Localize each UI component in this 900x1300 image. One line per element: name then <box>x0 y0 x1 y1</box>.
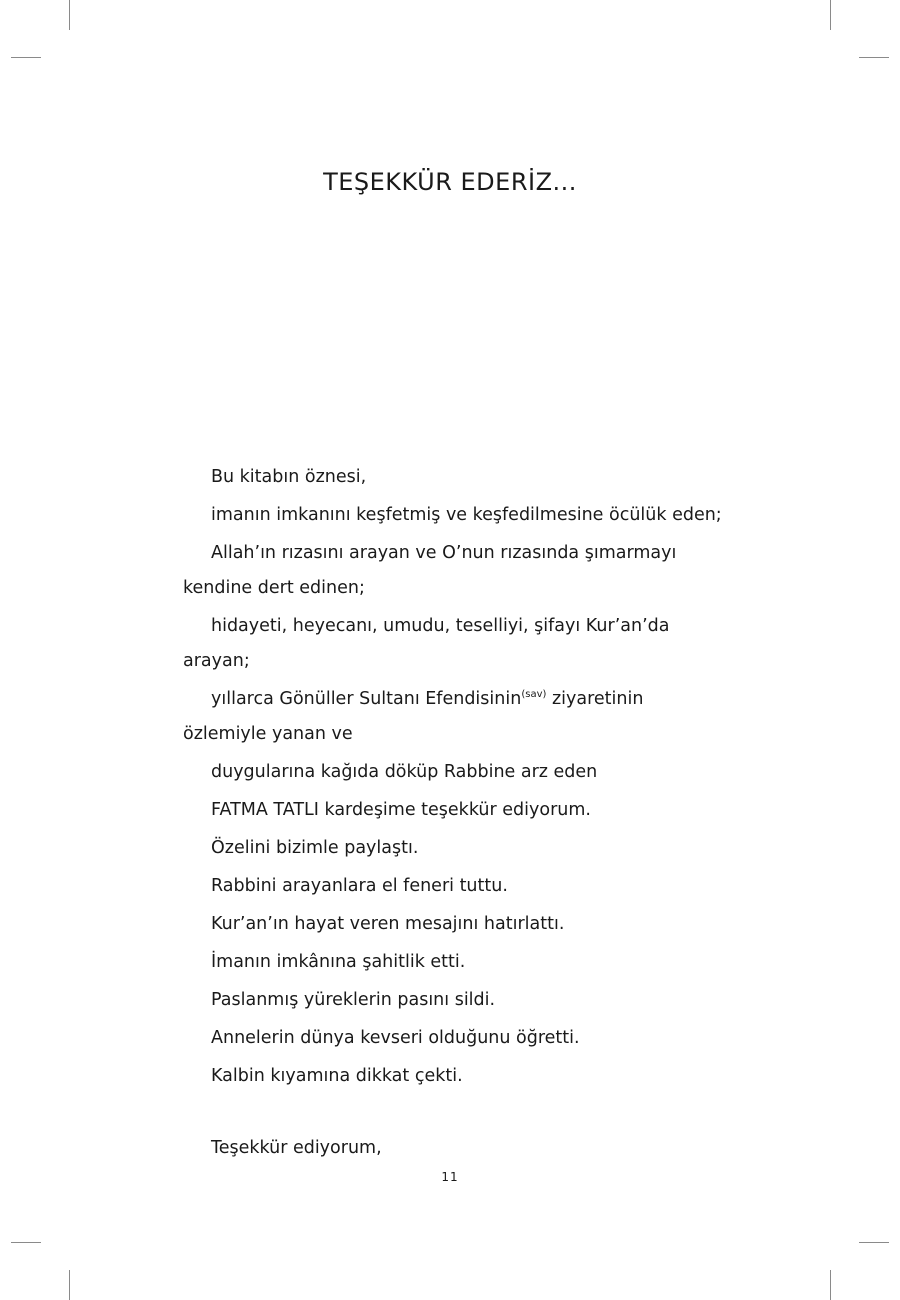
paragraph: duygularına kağıda döküp Rabbine arz eden <box>211 762 598 782</box>
crop-mark-top-right <box>830 0 831 30</box>
paragraph: Rabbini arayanlara el feneri tuttu. <box>211 876 508 896</box>
paragraph: Bu kitabın öznesi, <box>211 467 367 487</box>
paragraph: Annelerin dünya kevseri olduğunu öğretti. <box>211 1028 580 1048</box>
crop-mark-left-bottom <box>11 1242 41 1243</box>
paragraph: FATMA TATLI kardeşime teşekkür ediyorum. <box>211 800 591 820</box>
page-number: 11 <box>441 1170 459 1184</box>
page-title: TEŞEKKÜR EDERİZ... <box>323 168 577 196</box>
crop-mark-left-top <box>11 57 41 58</box>
crop-mark-right-bottom <box>859 1242 889 1243</box>
paragraph: Özelini bizimle paylaştı. <box>211 838 419 858</box>
paragraph: Paslanmış yüreklerin pasını sildi. <box>211 990 496 1010</box>
crop-mark-bottom-left <box>69 1270 70 1300</box>
closing-line: Teşekkür ediyorum, <box>211 1138 382 1158</box>
crop-mark-bottom-right <box>830 1270 831 1300</box>
paragraph-with-superscript <box>183 682 723 752</box>
paragraph: İmanın imkânına şahitlik etti. <box>211 952 466 972</box>
paragraph: Kalbin kıyamına dikkat çekti. <box>211 1066 463 1086</box>
body-text <box>183 460 723 1169</box>
crop-mark-top-left <box>69 0 70 30</box>
crop-mark-right-top <box>859 57 889 58</box>
superscript-honorific: (sav) <box>521 689 547 700</box>
paragraph: imanın imkanını keşfetmiş ve keşfedilmesine öcülük eden; <box>211 505 722 525</box>
paragraph-text-before: yıllarca Gönüller Sultanı Efendisinin <box>211 689 522 709</box>
paragraph: hidayeti, heyecanı, umudu, teselliyi, şifayı Kur’an’da arayan; <box>183 616 670 671</box>
paragraph-spacer <box>183 1097 723 1131</box>
paragraph: Allah’ın rızasını arayan ve O’nun rızasında şımarmayı kendine dert edinen; <box>183 543 677 598</box>
paragraph-text-after: ziyaretinin özlemiyle yanan ve <box>183 689 644 744</box>
paragraph: Kur’an’ın hayat veren mesajını hatırlattı. <box>211 914 565 934</box>
